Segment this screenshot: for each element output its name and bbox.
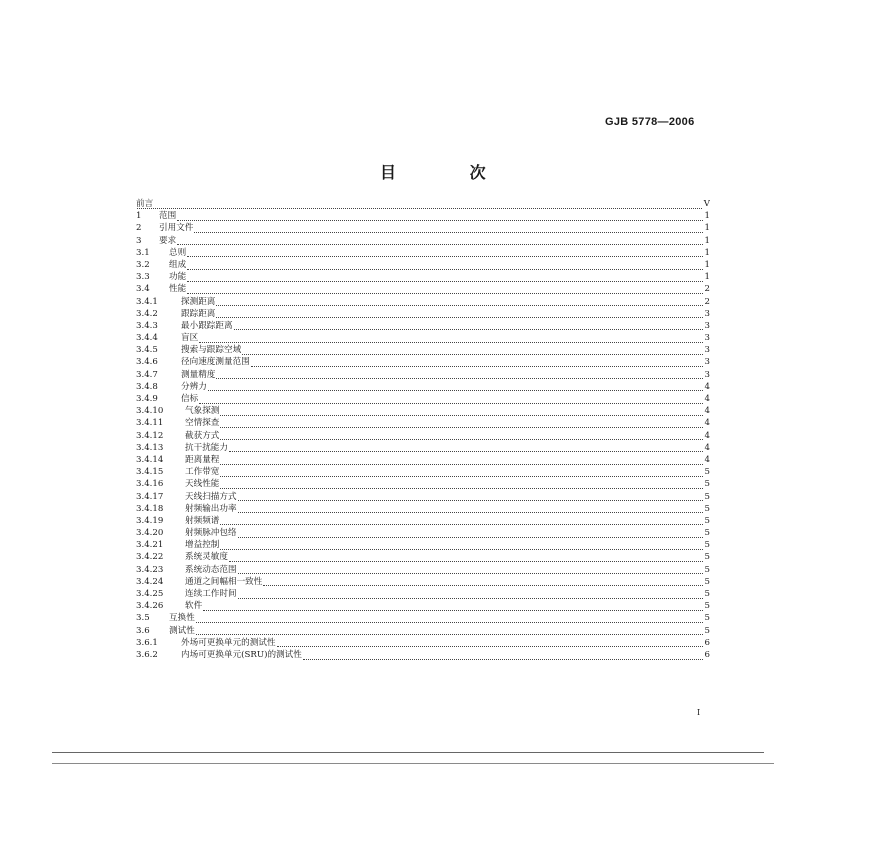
toc-entry-number: 3.4.2 [136, 308, 158, 319]
toc-entry-label: 射频脉冲包络 [185, 528, 237, 539]
toc-leader-dots [220, 541, 702, 550]
toc-entry-label: 射频输出功率 [185, 503, 237, 514]
toc-entry[interactable] [136, 625, 710, 637]
toc-entry-label: 连续工作时间 [185, 589, 237, 599]
toc-entry[interactable] [136, 271, 710, 283]
toc-entry[interactable] [136, 564, 710, 576]
toc-entry-page: 5 [704, 479, 710, 490]
toc-entry-number: 3.4.1 [136, 296, 158, 307]
toc-entry-label: 软件 [185, 601, 203, 612]
toc-entry-number: 3.2 [136, 259, 150, 270]
toc-entry-page: 3 [704, 369, 710, 380]
toc-entry[interactable] [136, 576, 710, 588]
toc-entry-number: 3.4.16 [136, 479, 164, 490]
toc-leader-dots [238, 529, 703, 538]
toc-entry-page: 5 [704, 576, 710, 587]
toc-leader-dots [137, 200, 702, 209]
toc-leader-dots [194, 224, 702, 233]
toc-entry-page: 1 [704, 223, 710, 234]
toc-leader-dots [238, 565, 703, 574]
toc-entry-page: 6 [704, 649, 710, 660]
toc-entry-label: 最小跟踪距离 [181, 320, 233, 331]
toc-entry-page: 5 [704, 540, 710, 551]
toc-entry-number: 3.6.1 [136, 637, 158, 648]
toc-entry-page: 3 [704, 345, 710, 356]
toc-entry-label: 测试性 [169, 625, 195, 636]
toc-entry-number: 3.4.8 [136, 381, 158, 392]
toc-entry-label: 增益控制 [185, 540, 220, 551]
toc-leader-dots [199, 395, 702, 404]
toc-entry-number: 3.4.6 [136, 357, 158, 368]
toc-entry-number: 3.4.7 [136, 369, 158, 380]
toc-leader-dots [177, 212, 702, 221]
toc-entry[interactable] [136, 600, 710, 612]
toc-entry-page: 5 [704, 552, 710, 563]
toc-leader-dots [177, 236, 702, 245]
toc-entry-number: 3.4.25 [136, 589, 164, 599]
toc-entry-label: 范围 [159, 211, 177, 222]
toc-entry-number: 3.4.17 [136, 491, 164, 502]
toc-leader-dots [203, 602, 702, 611]
toc-entry-page: 1 [704, 211, 710, 222]
toc-entry-label: 引用文件 [159, 223, 194, 234]
toc-entry-label: 截获方式 [185, 430, 220, 441]
toc-entry-label: 距离量程 [185, 454, 220, 465]
toc-entry-number: 3.4.11 [136, 418, 164, 429]
toc-entry[interactable] [136, 454, 710, 466]
bottom-rule-lower [52, 763, 774, 764]
toc-entry[interactable] [136, 491, 710, 503]
toc-entry[interactable] [136, 527, 710, 539]
toc-entry[interactable] [136, 612, 710, 624]
toc-entry[interactable] [136, 308, 710, 320]
toc-entry-label: 天线扫描方式 [185, 491, 237, 502]
toc-leader-dots [263, 577, 702, 586]
toc-entry-page: 1 [704, 235, 710, 246]
toc-entry[interactable] [136, 539, 710, 551]
toc-entry[interactable] [136, 637, 710, 649]
toc-entry-number: 3.4.14 [136, 454, 164, 465]
toc-entry[interactable] [136, 381, 710, 393]
toc-leader-dots [303, 651, 703, 660]
toc-leader-dots [238, 590, 703, 599]
toc-entry-label: 工作带宽 [185, 467, 220, 478]
toc-entry[interactable] [136, 588, 710, 600]
toc-entry-number: 1 [136, 211, 142, 222]
toc-entry-page: 5 [704, 515, 710, 526]
toc-entry-page: V [703, 199, 710, 209]
toc-entry[interactable] [136, 417, 710, 429]
toc-leader-dots [229, 443, 703, 452]
toc-leader-dots [220, 456, 702, 465]
toc-entry[interactable] [136, 649, 710, 661]
toc-leader-dots [229, 553, 703, 562]
toc-entry[interactable] [136, 515, 710, 527]
toc-entry[interactable] [136, 296, 710, 308]
toc-entry-page: 5 [704, 625, 710, 636]
toc-entry-label: 性能 [169, 284, 187, 295]
toc-entry-page: 1 [704, 272, 710, 283]
toc-entry-number: 3.4.20 [136, 528, 164, 539]
toc-entry-page: 3 [704, 357, 710, 368]
toc-leader-dots [216, 370, 702, 379]
toc-entry-label: 通道之间幅相一致性 [185, 576, 263, 587]
toc-entry-page: 5 [704, 503, 710, 514]
toc-entry[interactable] [136, 344, 710, 356]
toc-entry[interactable]: 前言 V [136, 199, 710, 209]
toc-entry-label: 系统灵敏度 [185, 552, 228, 563]
page-title: 目 次 [380, 163, 520, 182]
toc-leader-dots [187, 248, 702, 257]
toc-entry-label: 搜索与跟踪空域 [181, 345, 242, 356]
toc-entry[interactable] [136, 551, 710, 563]
toc-entry-number: 3.4.22 [136, 552, 164, 563]
toc-leader-dots [220, 516, 702, 525]
page-number: I [697, 708, 701, 717]
toc-leader-dots [220, 419, 702, 428]
toc-entry[interactable] [136, 332, 710, 344]
toc-entry-page: 5 [704, 528, 710, 539]
toc-entry-label: 射频频谱 [185, 515, 220, 526]
toc-entry-label: 互换性 [169, 613, 195, 624]
toc-entry[interactable] [136, 466, 710, 478]
toc-entry-number: 3 [136, 235, 142, 246]
toc-entry-number: 3.4.5 [136, 345, 158, 356]
toc-leader-dots [216, 297, 702, 306]
toc-entry-number: 3.4.18 [136, 503, 164, 514]
toc-entry-number: 2 [136, 223, 142, 234]
toc-leader-dots [238, 504, 703, 513]
toc-entry-number: 3.4.19 [136, 515, 164, 526]
toc-entry-number: 3.4.15 [136, 467, 164, 478]
toc-leader-dots [199, 334, 702, 343]
standard-code: GJB 5778—2006 [605, 116, 695, 128]
toc-entry-number: 3.6 [136, 625, 150, 636]
toc-entry-page: 6 [704, 637, 710, 648]
toc-entry-page: 4 [704, 430, 710, 441]
toc-entry-number: 3.4.21 [136, 540, 164, 551]
toc-entry-number: 3.4.24 [136, 576, 164, 587]
toc-entry[interactable] [136, 222, 710, 234]
toc-entry-label: 气象探测 [185, 406, 220, 417]
toc-entry-number: 3.4.3 [136, 320, 158, 331]
toc-entry[interactable] [136, 235, 710, 247]
toc-entry[interactable] [136, 369, 710, 381]
toc-entry[interactable] [136, 259, 710, 271]
toc-leader-dots [220, 431, 702, 440]
toc-entry-page: 4 [704, 418, 710, 429]
toc-entry[interactable] [136, 430, 710, 442]
toc-entry-label: 径向速度测量范围 [181, 357, 250, 368]
toc-entry-page: 4 [704, 442, 710, 453]
toc-entry-page: 1 [704, 247, 710, 258]
toc-leader-dots [187, 273, 702, 282]
toc-leader-dots [251, 358, 703, 367]
toc-entry-page: 1 [704, 259, 710, 270]
toc-entry-page: 3 [704, 333, 710, 344]
toc-entry-page: 4 [704, 394, 710, 404]
toc-entry-label: 探测距离 [181, 296, 216, 307]
table-of-contents [136, 198, 710, 661]
toc-entry[interactable] [136, 210, 710, 222]
toc-entry[interactable] [136, 503, 710, 515]
toc-entry-page: 4 [704, 381, 710, 392]
toc-entry-number: 3.4.10 [136, 406, 164, 417]
toc-leader-dots [187, 261, 702, 270]
toc-entry-number: 3.5 [136, 613, 150, 624]
toc-entry-label: 外场可更换单元的测试性 [181, 637, 276, 648]
toc-entry-page: 3 [704, 308, 710, 319]
toc-entry-label: 空情探查 [185, 418, 220, 429]
toc-entry-label: 组成 [169, 259, 187, 270]
toc-leader-dots [196, 614, 703, 623]
toc-entry-number: 3.4.9 [136, 394, 158, 404]
toc-leader-dots [208, 382, 703, 391]
toc-entry-number: 3.6.2 [136, 649, 158, 660]
toc-entry[interactable] [136, 442, 710, 454]
toc-entry[interactable] [136, 356, 710, 368]
toc-entry-page: 2 [704, 284, 710, 295]
toc-entry[interactable] [136, 405, 710, 417]
toc-entry-label: 抗干扰能力 [185, 442, 228, 453]
toc-entry-page: 5 [704, 613, 710, 624]
toc-entry-page: 2 [704, 296, 710, 307]
toc-entry-page: 3 [704, 320, 710, 331]
toc-entry-label: 要求 [159, 235, 177, 246]
toc-entry-label: 测量精度 [181, 369, 216, 380]
toc-entry-page: 4 [704, 454, 710, 465]
toc-leader-dots [220, 480, 702, 489]
toc-entry-page: 5 [704, 564, 710, 575]
toc-leader-dots [220, 407, 702, 416]
toc-entry-page: 5 [704, 467, 710, 478]
toc-entry-page: 5 [704, 491, 710, 502]
toc-entry-number: 3.4.13 [136, 442, 164, 453]
toc-entry-number: 3.4.12 [136, 430, 164, 441]
toc-entry-number: 3.1 [136, 247, 150, 258]
toc-entry-page: 5 [704, 589, 710, 599]
toc-leader-dots [196, 626, 703, 635]
toc-entry-label: 系统动态范围 [185, 564, 237, 575]
toc-entry-label: 功能 [169, 272, 187, 283]
toc-leader-dots [216, 309, 702, 318]
toc-entry-label: 天线性能 [185, 479, 220, 490]
toc-entry-label: 盲区 [181, 333, 199, 344]
toc-leader-dots [238, 492, 703, 501]
toc-entry[interactable] [136, 247, 710, 259]
toc-leader-dots [220, 468, 702, 477]
toc-entry[interactable] [136, 283, 710, 295]
toc-entry-page: 4 [704, 406, 710, 417]
toc-entry-label: 分辨力 [181, 381, 207, 392]
toc-leader-dots [234, 321, 703, 330]
toc-entry-label: 跟踪距离 [181, 308, 216, 319]
toc-entry-label: 信标 [181, 394, 199, 404]
toc-entry-label: 内场可更换单元(SRU)的测试性 [181, 649, 302, 660]
toc-entry-page: 5 [704, 601, 710, 612]
toc-leader-dots [242, 346, 702, 355]
toc-entry-label: 总则 [169, 247, 187, 258]
toc-leader-dots [187, 285, 702, 294]
toc-entry-number: 3.4.23 [136, 564, 164, 575]
toc-entry-number: 3.4.4 [136, 333, 158, 344]
toc-entry[interactable] [136, 478, 710, 490]
bottom-rule [52, 752, 764, 753]
toc-entry-number: 3.3 [136, 272, 150, 283]
toc-entry[interactable] [136, 320, 710, 332]
toc-entry-number: 3.4.26 [136, 601, 164, 612]
toc-entry[interactable] [136, 393, 710, 405]
toc-leader-dots [277, 638, 703, 647]
toc-entry-number: 3.4 [136, 284, 150, 295]
